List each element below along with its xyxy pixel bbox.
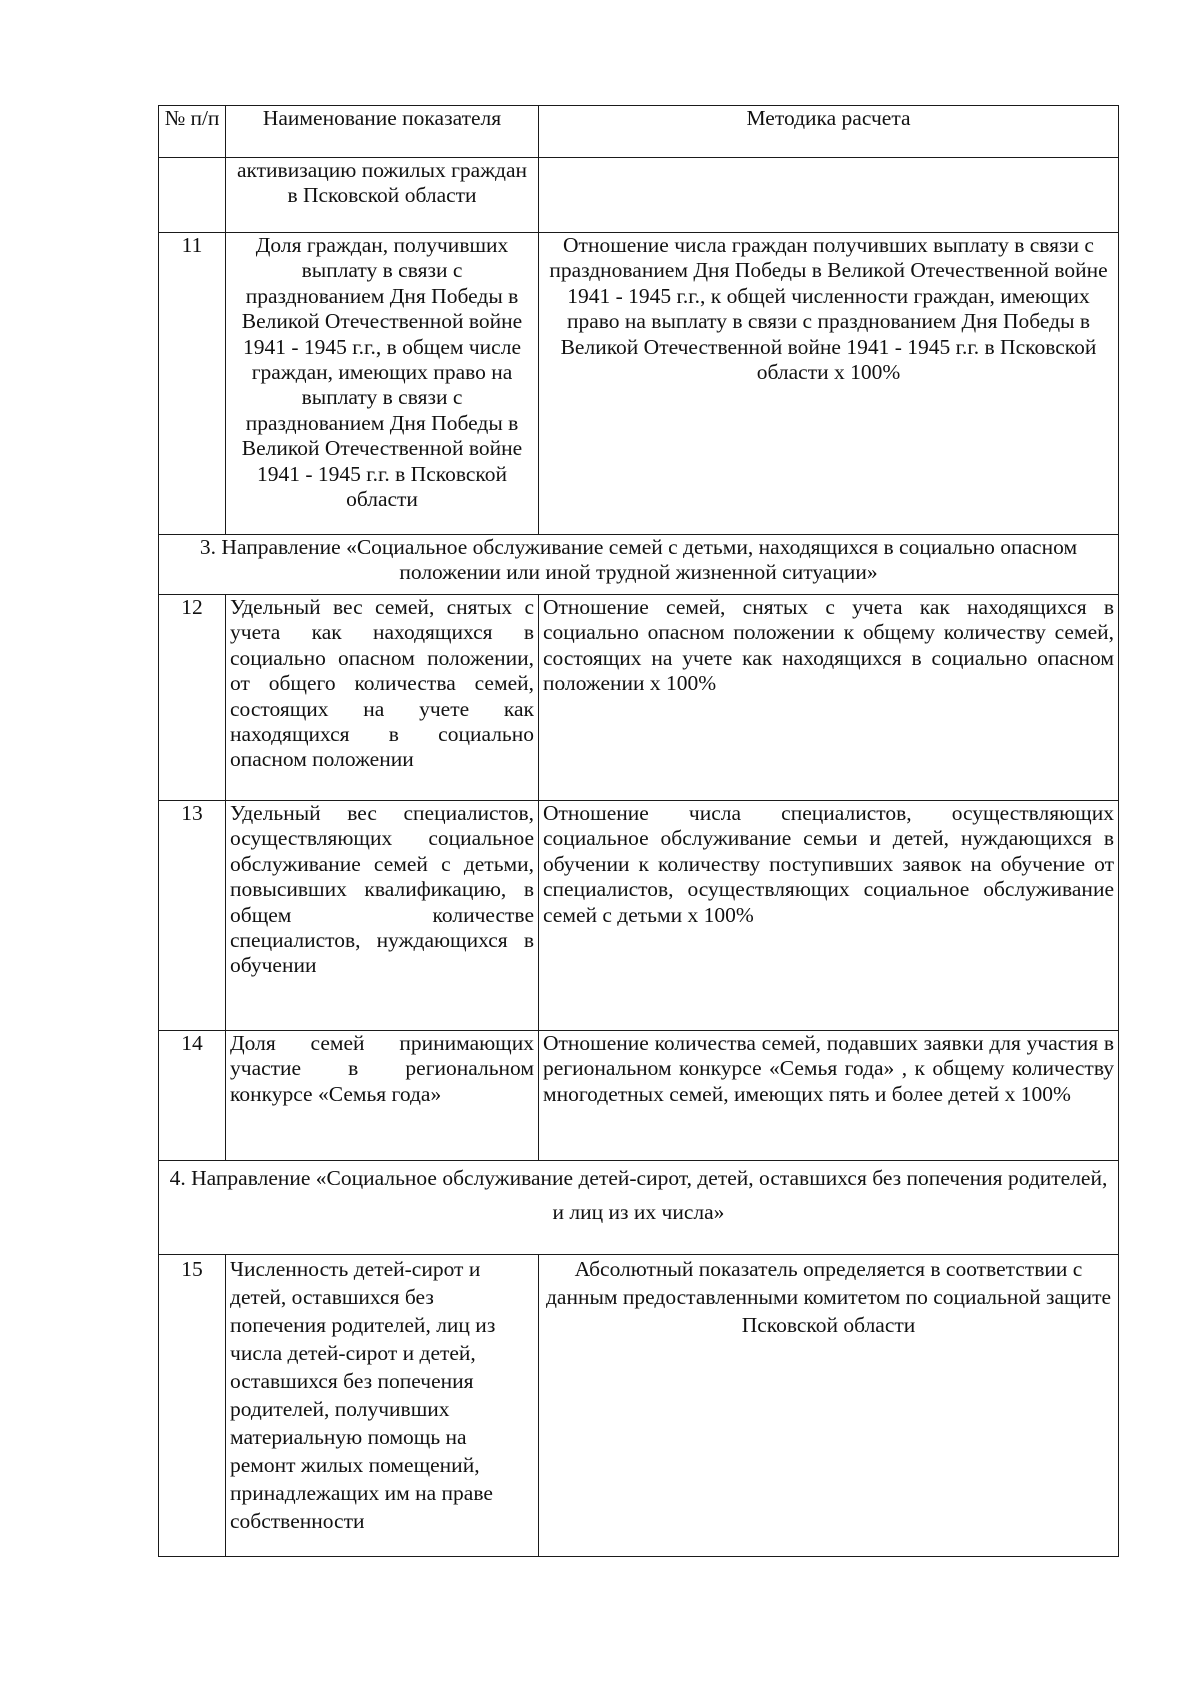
section-row (159, 535, 1119, 595)
header-num: № п/п (159, 106, 226, 158)
header-name: Наименование показателя (226, 106, 539, 158)
table-header-row (159, 106, 1119, 158)
table-row (159, 1031, 1119, 1161)
row-num: 11 (159, 233, 226, 535)
table-row-continuation (159, 158, 1119, 233)
row-name: Доля граждан, получивших выплату в связи с празднованием Дня Победы в Великой Отечественной войне 1941 - 1945 г.г., в общем числе граждан, имеющих право на выплату в связи с празднованием Дня Победы в Великой Отечественной войне 1941 - 1945 г.г. в Псковской области (226, 233, 539, 535)
continuation-num (159, 158, 226, 233)
continuation-method (539, 158, 1119, 233)
row-num: 14 (159, 1031, 226, 1161)
table-row (159, 595, 1119, 801)
table-row (159, 1255, 1119, 1557)
table-row (159, 233, 1119, 535)
row-name: Удельный вес семей, снятых с учета как находящихся в социально опасном положении, от общего количества семей, состоящих на учете как находящихся в социально опасном положении (226, 595, 539, 801)
section-row (159, 1161, 1119, 1255)
row-method: Отношение числа граждан получивших выплату в связи с празднованием Дня Победы в Великой Отечественной войне 1941 - 1945 г.г., к общей численности граждан, имеющих право на выплату в связи с празднованием Дня Победы в Великой Отечественной войне 1941 - 1945 г.г. в Псковской области х 100% (539, 233, 1119, 535)
section-heading-4: 4. Направление «Социальное обслуживание детей-сирот, детей, оставшихся без попечения родителей, и лиц из их числа» (159, 1161, 1119, 1255)
row-method: Отношение семей, снятых с учета как находящихся в социально опасном положении к общему количеству семей, состоящих на учете как находящихся в социально опасном положении х 100% (539, 595, 1119, 801)
header-method: Методика расчета (539, 106, 1119, 158)
row-num: 15 (159, 1255, 226, 1557)
row-name: Численность детей-сирот и детей, оставшихся без попечения родителей, лиц из числа детей-сирот и детей, оставшихся без попечения родителей, получивших материальную помощь на ремонт жилых помещений, принадлежащих им на праве собственности (226, 1255, 539, 1557)
row-method: Отношение количества семей, подавших заявки для участия в региональном конкурсе «Семья года» , к общему количеству многодетных семей, имеющих пять и более детей х 100% (539, 1031, 1119, 1161)
row-name: Доля семей принимающих участие в региональном конкурсе «Семья года» (226, 1031, 539, 1161)
row-name: Удельный вес специалистов, осуществляющих социальное обслуживание семей с детьми, повысивших квалификацию, в общем количестве специалистов, нуждающихся в обучении (226, 801, 539, 1031)
indicators-table (158, 105, 1119, 1557)
table-row (159, 801, 1119, 1031)
continuation-name: активизацию пожилых граждан в Псковской области (226, 158, 539, 233)
row-method: Отношение числа специалистов, осуществляющих социальное обслуживание семьи и детей, нуждающихся в обучении к количеству поступивших заявок на обучение от специалистов, осуществляющих социальное обслуживание семей с детьми х 100% (539, 801, 1119, 1031)
row-num: 12 (159, 595, 226, 801)
row-num: 13 (159, 801, 226, 1031)
section-heading-3: 3. Направление «Социальное обслуживание семей с детьми, находящихся в социально опасном положении или иной трудной жизненной ситуации» (159, 535, 1119, 595)
row-method: Абсолютный показатель определяется в соответствии с данным предоставленными комитетом по социальной защите Псковской области (539, 1255, 1119, 1557)
